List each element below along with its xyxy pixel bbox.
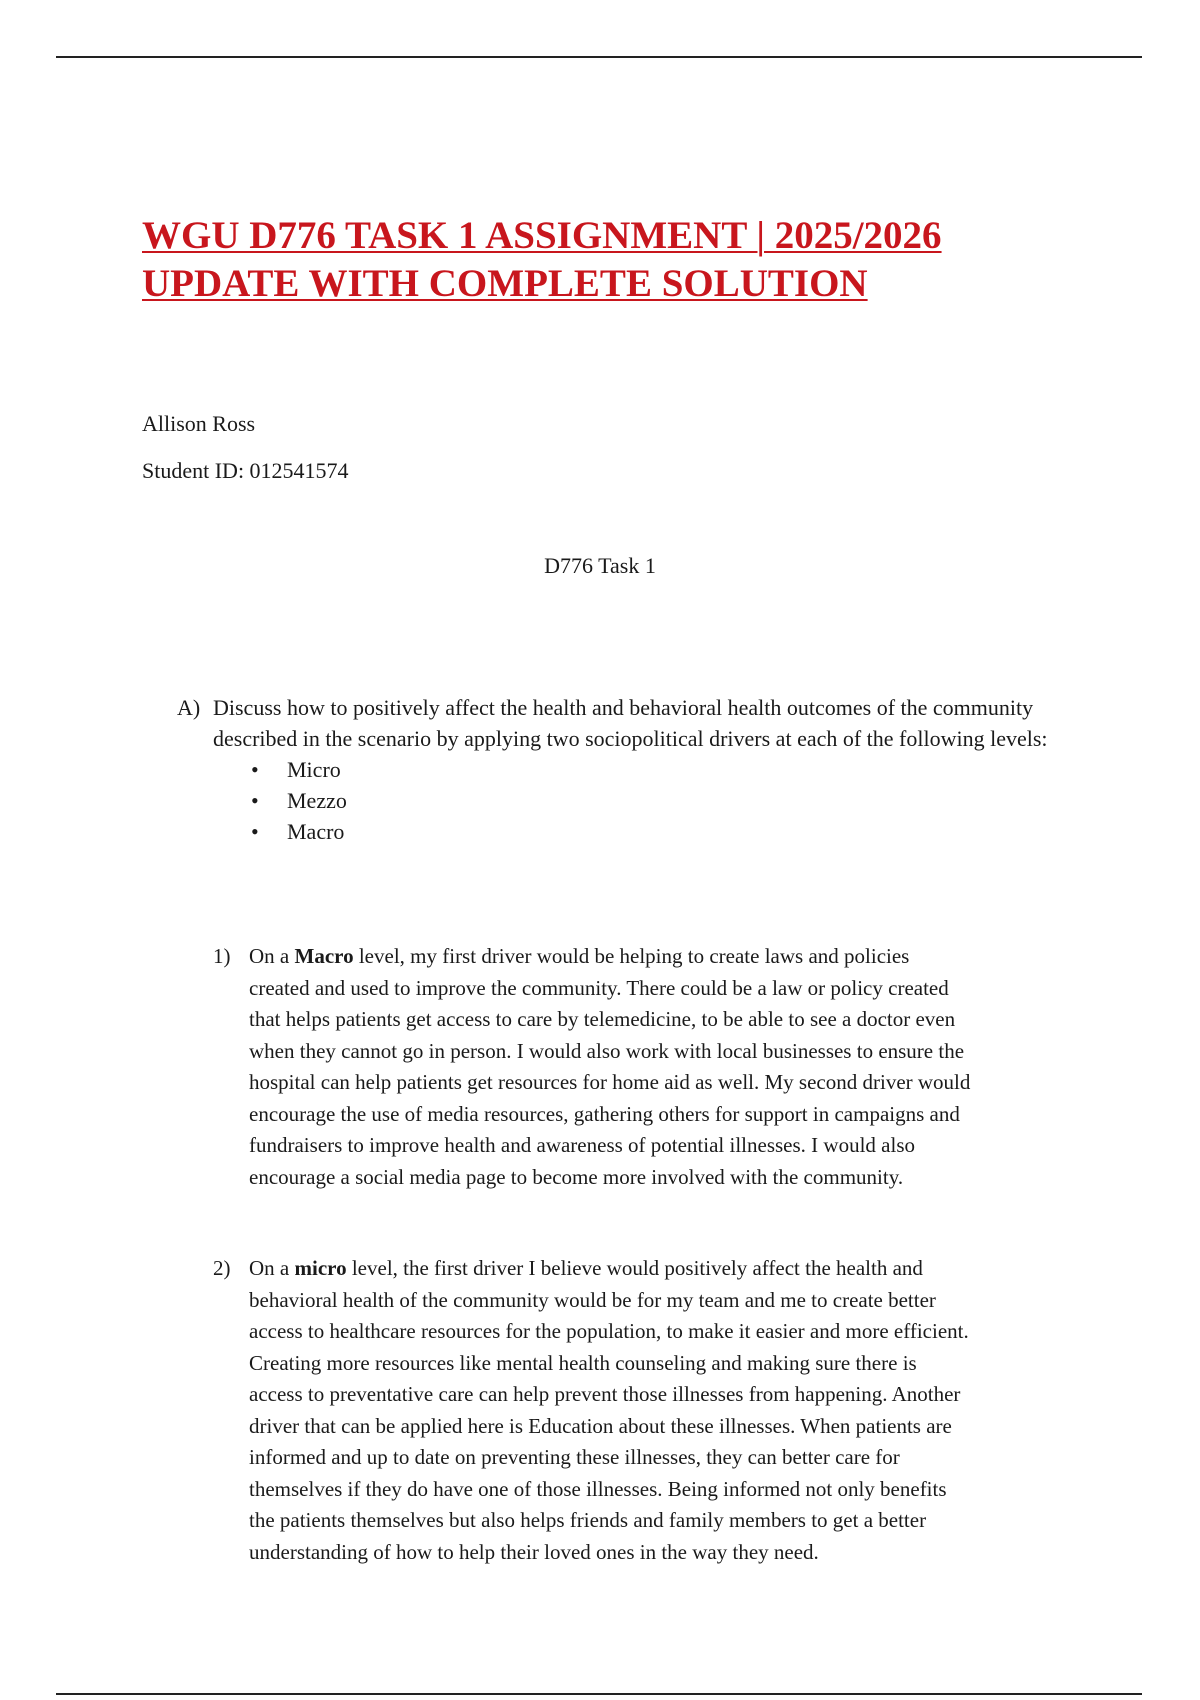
list-item [251,754,1077,785]
question-marker: A) [177,695,201,720]
document-title [142,212,1142,308]
answer-line: when they cannot go in person. I would also work with local businesses to ensure the [249,1038,965,1063]
top-rule [56,56,1142,58]
bottom-rule [56,1693,1142,1695]
bullet-icon: • [251,757,259,782]
level-label: Mezzo [287,788,347,813]
answer-text [249,941,1063,1193]
question-a [177,692,1077,847]
answer-text [249,1253,1063,1568]
levels-list [251,754,1077,847]
answer-line: behavioral health of the community would be for my team and me to create better [249,1287,936,1312]
answer-line [249,1253,1063,1285]
bullet-icon: • [251,819,259,844]
answer-level-bold: Macro [294,944,354,968]
answer-marker: 2) [213,1256,231,1280]
question-text: Discuss how to positively affect the health and behavioral health outcomes of the community described in the scenario by applying two sociopolitical drivers at each of the following levels: [213,695,1048,751]
answer-line: informed and up to date on preventing these illnesses, they can better care for [249,1445,900,1469]
answer-line: encourage a social media page to become more involved with the community. [249,1164,904,1189]
answer-line: that helps patients get access to care by telemedicine, to be able to see a doctor even [249,1007,956,1031]
answer-lead: On a [249,944,295,968]
answer-line: hospital can help patients get resources for home aid as well. My second driver would [249,1070,971,1094]
answer-line: encourage the use of media resources, gathering others for support in campaigns and [249,1101,960,1126]
answer-line: access to preventative care can help prevent those illnesses from happening. Another [249,1382,961,1406]
answer-line: the patients themselves but also helps friends and family members to get a better [249,1508,927,1532]
answer-line: fundraisers to improve health and awareness of potential illnesses. I would also [249,1133,915,1157]
answer-level-bold: micro [294,1256,347,1280]
answer-marker: 1) [213,944,231,968]
title-line-1: WGU D776 TASK 1 ASSIGNMENT | 2025/2026 [142,214,942,257]
answer-line-text: level, the first driver I believe would positively affect the health and [346,1256,923,1280]
answer-line-text: level, my first driver would be helping to create laws and policies [353,944,910,968]
answer-line: Creating more resources like mental health counseling and making sure there is [249,1350,917,1375]
title-line-2: UPDATE WITH COMPLETE SOLUTION [142,262,868,305]
author-name: Allison Ross [142,411,256,436]
answer-line: driver that can be applied here is Education about these illnesses. When patients are [249,1413,952,1438]
bullet-icon: • [251,788,259,813]
answer-line: access to healthcare resources for the population, to make it easier and more efficient. [249,1319,969,1343]
answer-1 [213,941,1063,1193]
answer-line: created and used to improve the community. There could be a law or policy created [249,975,949,1000]
answer-2 [213,1253,1063,1568]
document-heading: D776 Task 1 [544,553,656,578]
answer-line: themselves if they do have one of those illnesses. Being informed not only benefits [249,1476,947,1501]
answer-line [249,941,1063,973]
student-id: Student ID: 012541574 [142,458,349,483]
answer-line: understanding of how to help their loved ones in the way they need. [249,1539,819,1564]
level-label: Macro [287,819,345,844]
list-item [251,816,1077,847]
level-label: Micro [287,757,341,782]
list-item [251,785,1077,816]
answer-lead: On a [249,1256,295,1280]
